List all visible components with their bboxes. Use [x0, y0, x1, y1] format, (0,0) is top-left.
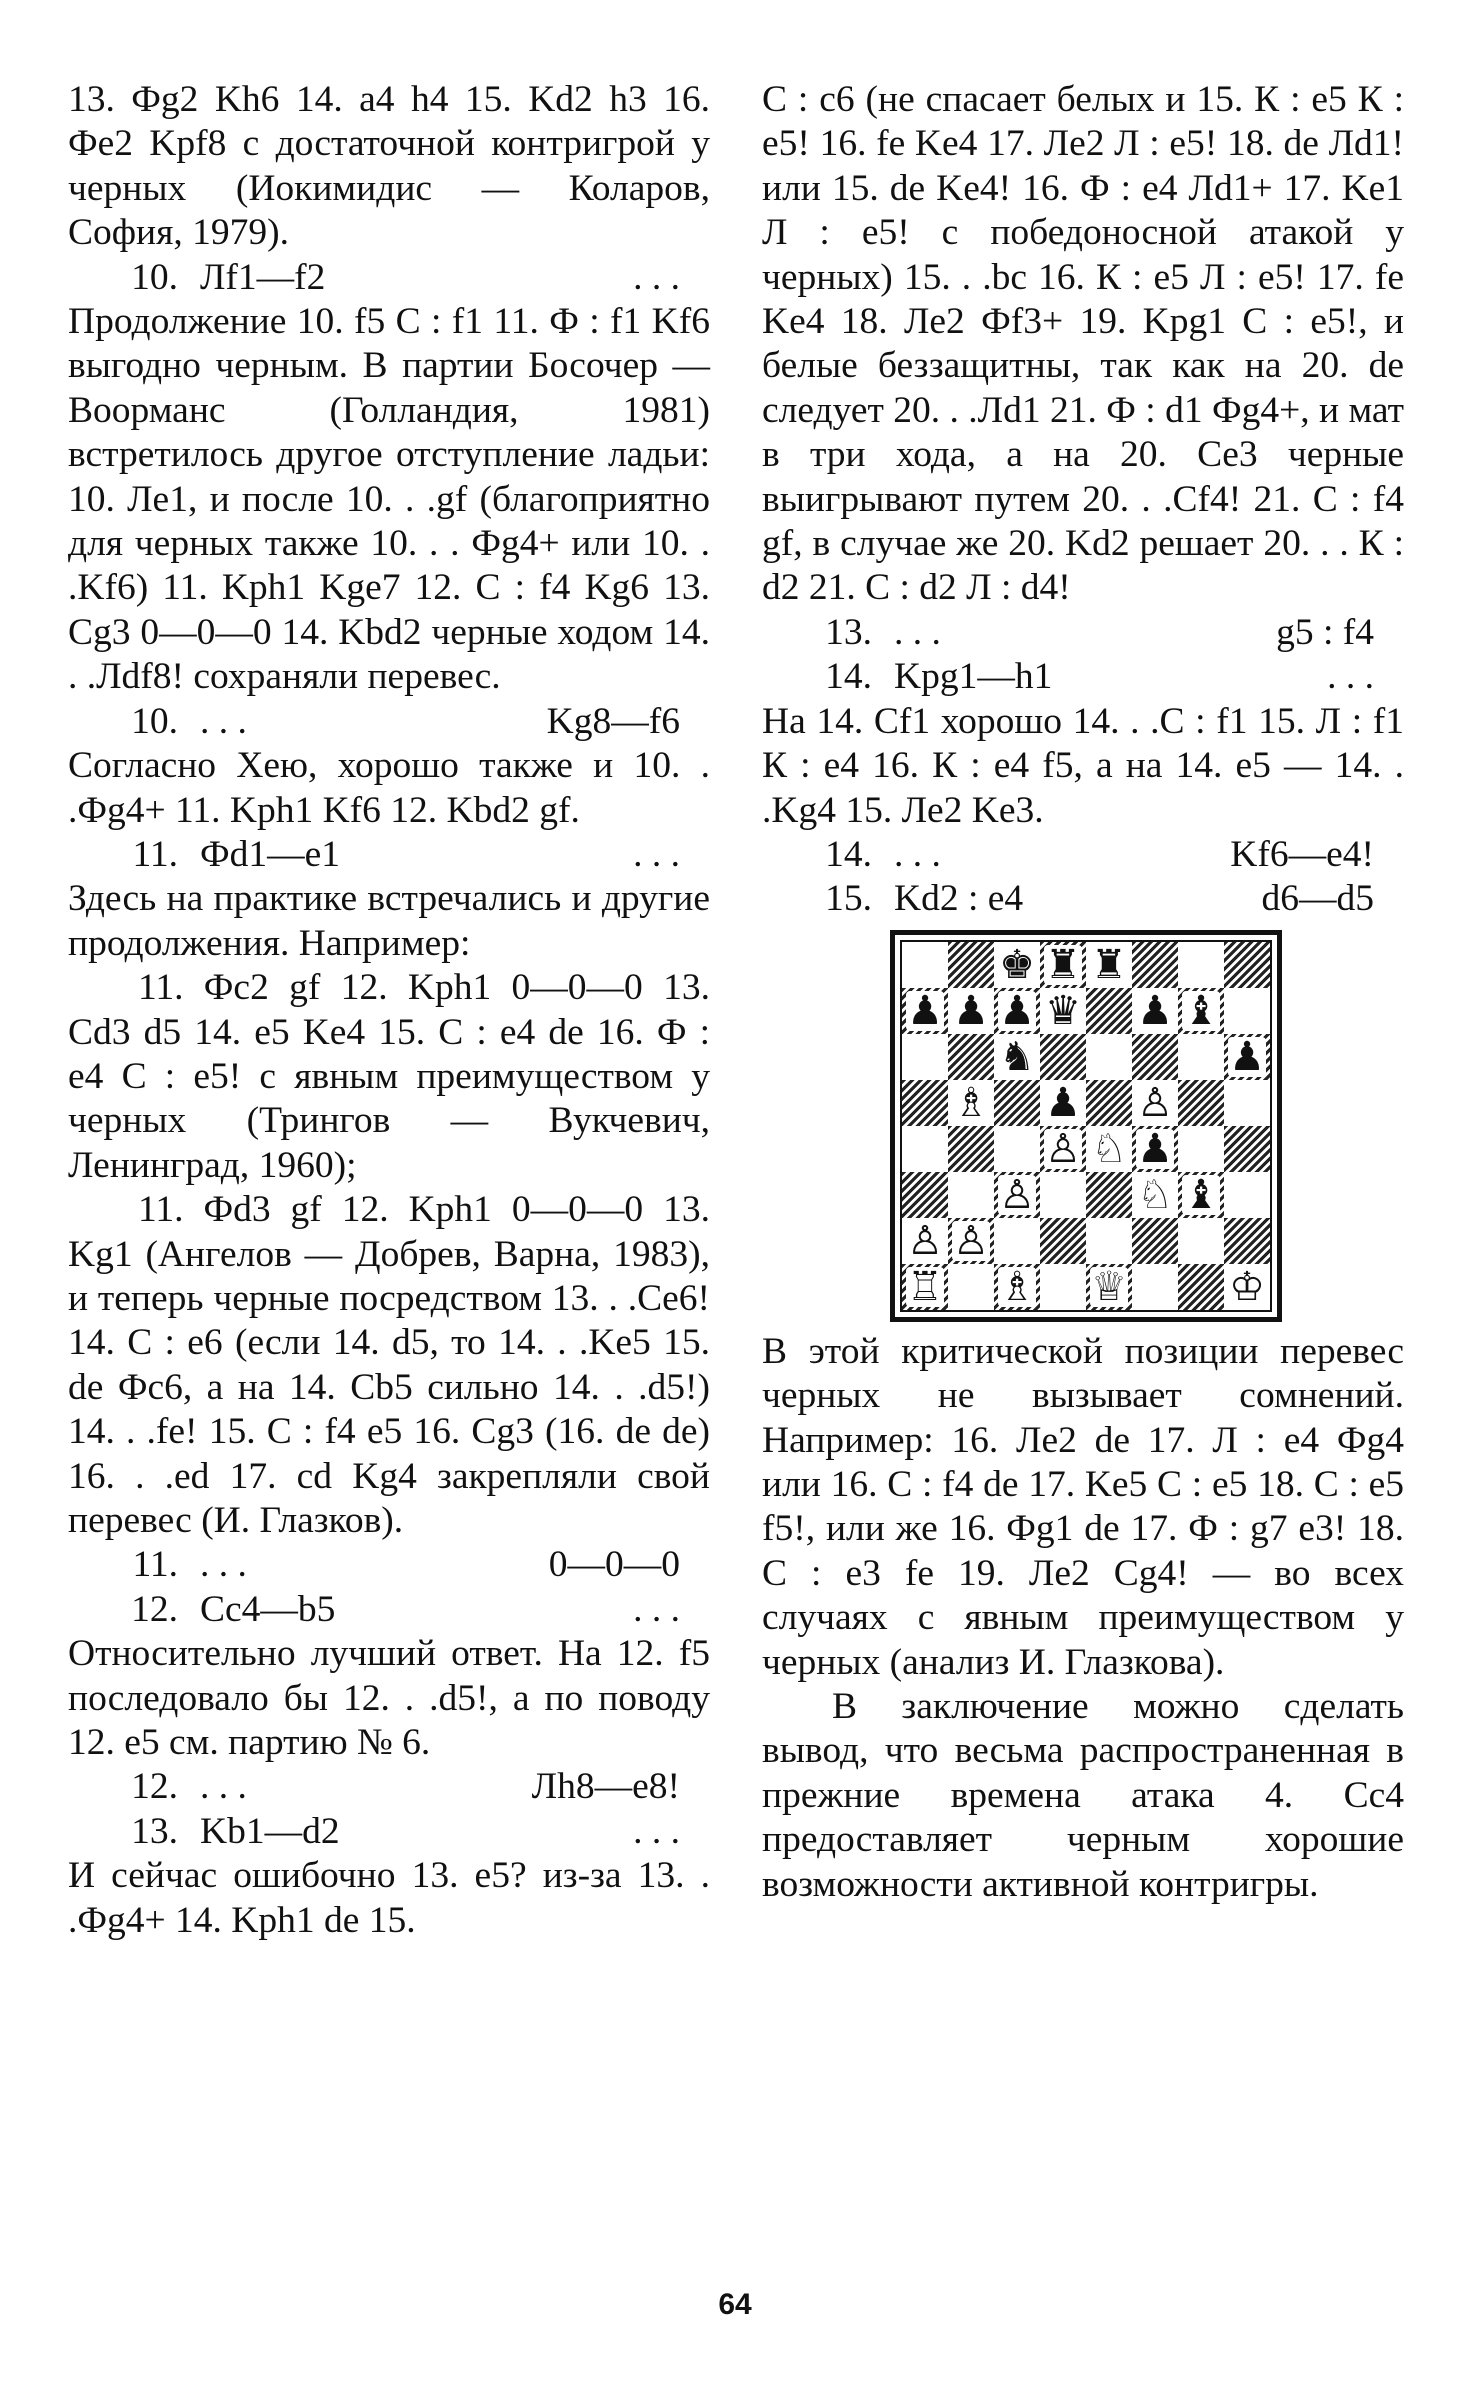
board-square [1040, 1218, 1086, 1264]
board-square [1086, 988, 1132, 1034]
chess-piece-icon: ♚ [999, 941, 1035, 988]
board-square [1132, 1264, 1178, 1310]
chess-piece-icon: ♜ [1091, 941, 1127, 988]
board-square [902, 1172, 948, 1218]
chess-piece-icon: ♟ [907, 987, 943, 1034]
black-move: g5 : f4 [1276, 611, 1374, 653]
board-square [994, 1126, 1040, 1172]
chess-piece-icon: ♜ [1045, 941, 1081, 988]
chess-piece-icon: ♝ [1183, 987, 1219, 1034]
board-square [1224, 1080, 1270, 1126]
board-square [902, 1264, 948, 1310]
white-move: . . . [200, 1766, 247, 1808]
white-move: Лf1—f2 [200, 256, 326, 298]
board-square [1132, 1218, 1178, 1264]
board-square [1040, 1172, 1086, 1218]
board-square [1224, 1034, 1270, 1080]
paragraph: И сейчас ошибочно 13. e5? из-за 13. . .Фg4+ 14. Kph1 de 15. [68, 1855, 710, 1941]
move-line [68, 1765, 710, 1809]
black-move: . . . [633, 256, 680, 298]
board-square [1040, 1264, 1086, 1310]
white-move: Kd2 : e4 [894, 878, 1024, 920]
white-move: Фd1—e1 [200, 833, 341, 875]
paragraph: С : c6 (не спасает белых и 15. К : e5 К : e5! 16. fe Ke4 17. Лe2 Л : e5! 18. de Лd1! или 15. de Ke4! 16. Ф : e4 Лd1+ 17. Ke1 Л : e5! с победоносной атакой у черных) 15. . .bc 16. К : e5 Л : e5! 17. fe Ke4 18. Лe2 Фf3+ 19. Kpg1 С : e5!, и белые беззащитны, так как на 20. de следует 20. . .Лd1 21. Ф : d1 Фg4+, и мат в три хода, а на 20. Ce3 черные выигрывают путем 20. . .Cf4! 21. С : f4 gf, в случае же 20. Kd2 решает 20. . . К : d2 21. С : d2 Л : d4! [762, 79, 1404, 609]
chess-piece-icon: ♛ [1045, 987, 1081, 1034]
board-square [948, 942, 994, 988]
move-number: 12. [131, 1588, 178, 1630]
white-move: . . . [200, 700, 247, 742]
chess-piece-icon: ♟ [1137, 1125, 1173, 1172]
move-line [68, 256, 710, 300]
board-square [1086, 942, 1132, 988]
board-square [994, 1264, 1040, 1310]
board-square [994, 988, 1040, 1034]
board-square [1086, 1172, 1132, 1218]
move-line [68, 1543, 710, 1587]
paragraph: На 14. Cf1 хорошо 14. . .С : f1 15. Л : f1 К : e4 16. К : e4 f5, а на 14. e5 — 14. . .Kg4 15. Лe2 Ke3. [762, 700, 1404, 831]
black-move: Kf6—e4! [1230, 833, 1374, 875]
board-square [1040, 1080, 1086, 1126]
page-number: 64 [718, 2288, 752, 2321]
chess-piece-icon: ♕ [1091, 1263, 1127, 1310]
board-square [1086, 1218, 1132, 1264]
paragraph: Здесь на практике встречались и другие продолжения. Например: [68, 878, 710, 964]
chess-piece-icon: ♙ [1045, 1125, 1081, 1172]
board-square [1132, 1172, 1178, 1218]
board-square [994, 1218, 1040, 1264]
board-square [1132, 988, 1178, 1034]
move-number: 10. [131, 700, 178, 742]
board-square [1178, 1172, 1224, 1218]
chess-piece-icon: ♘ [1091, 1125, 1127, 1172]
white-move: Cc4—b5 [200, 1588, 336, 1630]
chess-piece-icon: ♟ [1137, 987, 1173, 1034]
board-square [1086, 1080, 1132, 1126]
move-line [68, 700, 710, 744]
board-square [902, 942, 948, 988]
chess-piece-icon: ♟ [953, 987, 989, 1034]
board-square [1178, 1264, 1224, 1310]
move-number: 15. [825, 878, 872, 920]
board-square [1178, 942, 1224, 988]
board-square [948, 1080, 994, 1126]
chess-piece-icon: ♟ [1229, 1033, 1265, 1080]
board-square [1178, 1126, 1224, 1172]
chess-piece-icon: ♟ [999, 987, 1035, 1034]
chess-piece-icon: ♗ [999, 1263, 1035, 1310]
white-move: . . . [894, 611, 941, 653]
chess-piece-icon: ♙ [999, 1171, 1035, 1218]
chess-piece-icon: ♙ [953, 1217, 989, 1264]
paragraph: Продолжение 10. f5 С : f1 11. Ф : f1 Kf6 выгодно черным. В партии Босочер — Воорманс (Голландия, 1981) встретилось другое отступление ладьи: 10. Лe1, и после 10. . .gf (благоприятно для черных также 10. . . Фg4+ или 10. . .Kf6) 11. Kph1 Kge7 12. С : f4 Kg6 13. Cg3 0—0—0 14. Kbd2 черные ходом 14. . .Лdf8! сохраняли перевес. [68, 301, 710, 698]
chess-piece-icon: ♙ [907, 1217, 943, 1264]
board-square [1178, 1080, 1224, 1126]
board-square [1132, 1034, 1178, 1080]
board-square [994, 1080, 1040, 1126]
chess-diagram [890, 930, 1282, 1322]
board-square [994, 1172, 1040, 1218]
chess-piece-icon: ♟ [1045, 1079, 1081, 1126]
board-square [1040, 1034, 1086, 1080]
move-number: 11. [132, 833, 178, 875]
board-square [1086, 1264, 1132, 1310]
board-square [902, 1126, 948, 1172]
black-move: Kg8—f6 [546, 700, 680, 742]
move-line [68, 1588, 710, 1632]
board-square [1178, 1034, 1224, 1080]
board-square [1132, 942, 1178, 988]
chess-piece-icon: ♞ [999, 1033, 1035, 1080]
move-line [68, 1810, 710, 1854]
board-square [948, 988, 994, 1034]
board-square [1224, 1264, 1270, 1310]
move-line [762, 655, 1404, 699]
chess-piece-icon: ♗ [953, 1079, 989, 1126]
paragraph: Относительно лучший ответ. На 12. f5 последовало бы 12. . .d5!, а по поводу 12. e5 см. партию № 6. [68, 1633, 710, 1764]
move-line [762, 833, 1404, 877]
board-square [1132, 1126, 1178, 1172]
right-column-top [762, 78, 1404, 922]
chess-piece-icon: ♔ [1229, 1263, 1265, 1310]
board-square [1224, 942, 1270, 988]
right-column-bottom [762, 1330, 1404, 1907]
black-move: 0—0—0 [548, 1544, 680, 1586]
move-line [762, 611, 1404, 655]
board-square [1040, 942, 1086, 988]
board-square [1086, 1034, 1132, 1080]
board-square [948, 1172, 994, 1218]
white-move: Kb1—d2 [200, 1810, 340, 1852]
chess-piece-icon: ♘ [1137, 1171, 1173, 1218]
black-move: . . . [633, 1810, 680, 1852]
paragraph: 11. Фc2 gf 12. Kph1 0—0—0 13. Cd3 d5 14. e5 Ke4 15. С : e4 de 16. Ф : e4 С : e5! с явным преимуществом у черных (Трингов — Вукчевич, Ленинград, 1960); [68, 967, 710, 1186]
black-move: . . . [633, 833, 680, 875]
black-move: d6—d5 [1261, 878, 1374, 920]
board-square [1086, 1126, 1132, 1172]
board-square [948, 1264, 994, 1310]
move-number: 13. [825, 611, 872, 653]
board-square [902, 1034, 948, 1080]
board-square [948, 1034, 994, 1080]
right-column [762, 78, 1404, 1907]
move-number: 13. [131, 1810, 178, 1852]
move-number: 11. [132, 1544, 178, 1586]
white-move: Kpg1—h1 [894, 656, 1053, 698]
paragraph: 13. Фg2 Kh6 14. a4 h4 15. Kd2 h3 16. Фe2 Kpf8 с достаточной контригрой у черных (Иокимидис — Коларов, София, 1979). [68, 79, 710, 254]
board-square [1224, 988, 1270, 1034]
board-square [1178, 988, 1224, 1034]
chess-board [900, 940, 1272, 1312]
board-square [994, 942, 1040, 988]
board-square [994, 1034, 1040, 1080]
paragraph: 11. Фd3 gf 12. Kph1 0—0—0 13. Kg1 (Ангелов — Добрев, Варна, 1983), и теперь черные посредством 13. . .Ce6! 14. С : e6 (если 14. d5, то 14. . .Ke5 15. de Фc6, а на 14. Cb5 сильно 14. . .d5!) 14. . .fe! 15. С : f4 e5 16. Cg3 (16. de de) 16. . .ed 17. cd Kg4 закрепляли свой перевес (И. Глазков). [68, 1189, 710, 1541]
move-number: 14. [825, 833, 872, 875]
move-number: 12. [131, 1766, 178, 1808]
board-square [948, 1218, 994, 1264]
chess-piece-icon: ♝ [1183, 1171, 1219, 1218]
board-square [902, 1218, 948, 1264]
move-line [68, 833, 710, 877]
board-square [1040, 1126, 1086, 1172]
black-move: . . . [633, 1588, 680, 1630]
board-square [902, 1080, 948, 1126]
paragraph: Согласно Хею, хорошо также и 10. . .Фg4+ 11. Kph1 Kf6 12. Kbd2 gf. [68, 745, 710, 831]
board-square [1224, 1126, 1270, 1172]
move-line [762, 877, 1404, 921]
board-square [1224, 1172, 1270, 1218]
black-move: Лh8—e8! [531, 1766, 680, 1808]
paragraph: В заключение можно сделать вывод, что весьма распространенная в прежние времена атака 4. Cc4 предоставляет черным хорошие возможности активной контригры. [762, 1685, 1404, 1905]
move-number: 14. [825, 656, 872, 698]
black-move: . . . [1327, 656, 1374, 698]
board-square [1132, 1080, 1178, 1126]
board-square [1178, 1218, 1224, 1264]
chess-piece-icon: ♙ [1137, 1079, 1173, 1126]
paragraph: В этой критической позиции перевес черных не вызывает сомнений. Например: 16. Лe2 de 17. Л : e4 Фg4 или 16. С : f4 de 17. Ke5 С : e5 18. С : e5 f5!, или же 16. Фg1 de 17. Ф : g7 e3! 18. С : e3 fe 19. Лe2 Cg4! — во всех случаях с явным преимуществом у черных (анализ И. Глазкова). [762, 1330, 1404, 1683]
board-square [948, 1126, 994, 1172]
left-column [68, 78, 710, 1943]
board-square [1040, 988, 1086, 1034]
board-square [902, 988, 948, 1034]
chess-piece-icon: ♖ [907, 1263, 943, 1310]
board-square [1224, 1218, 1270, 1264]
white-move: . . . [894, 833, 941, 875]
white-move: . . . [200, 1544, 247, 1586]
move-number: 10. [131, 256, 178, 298]
